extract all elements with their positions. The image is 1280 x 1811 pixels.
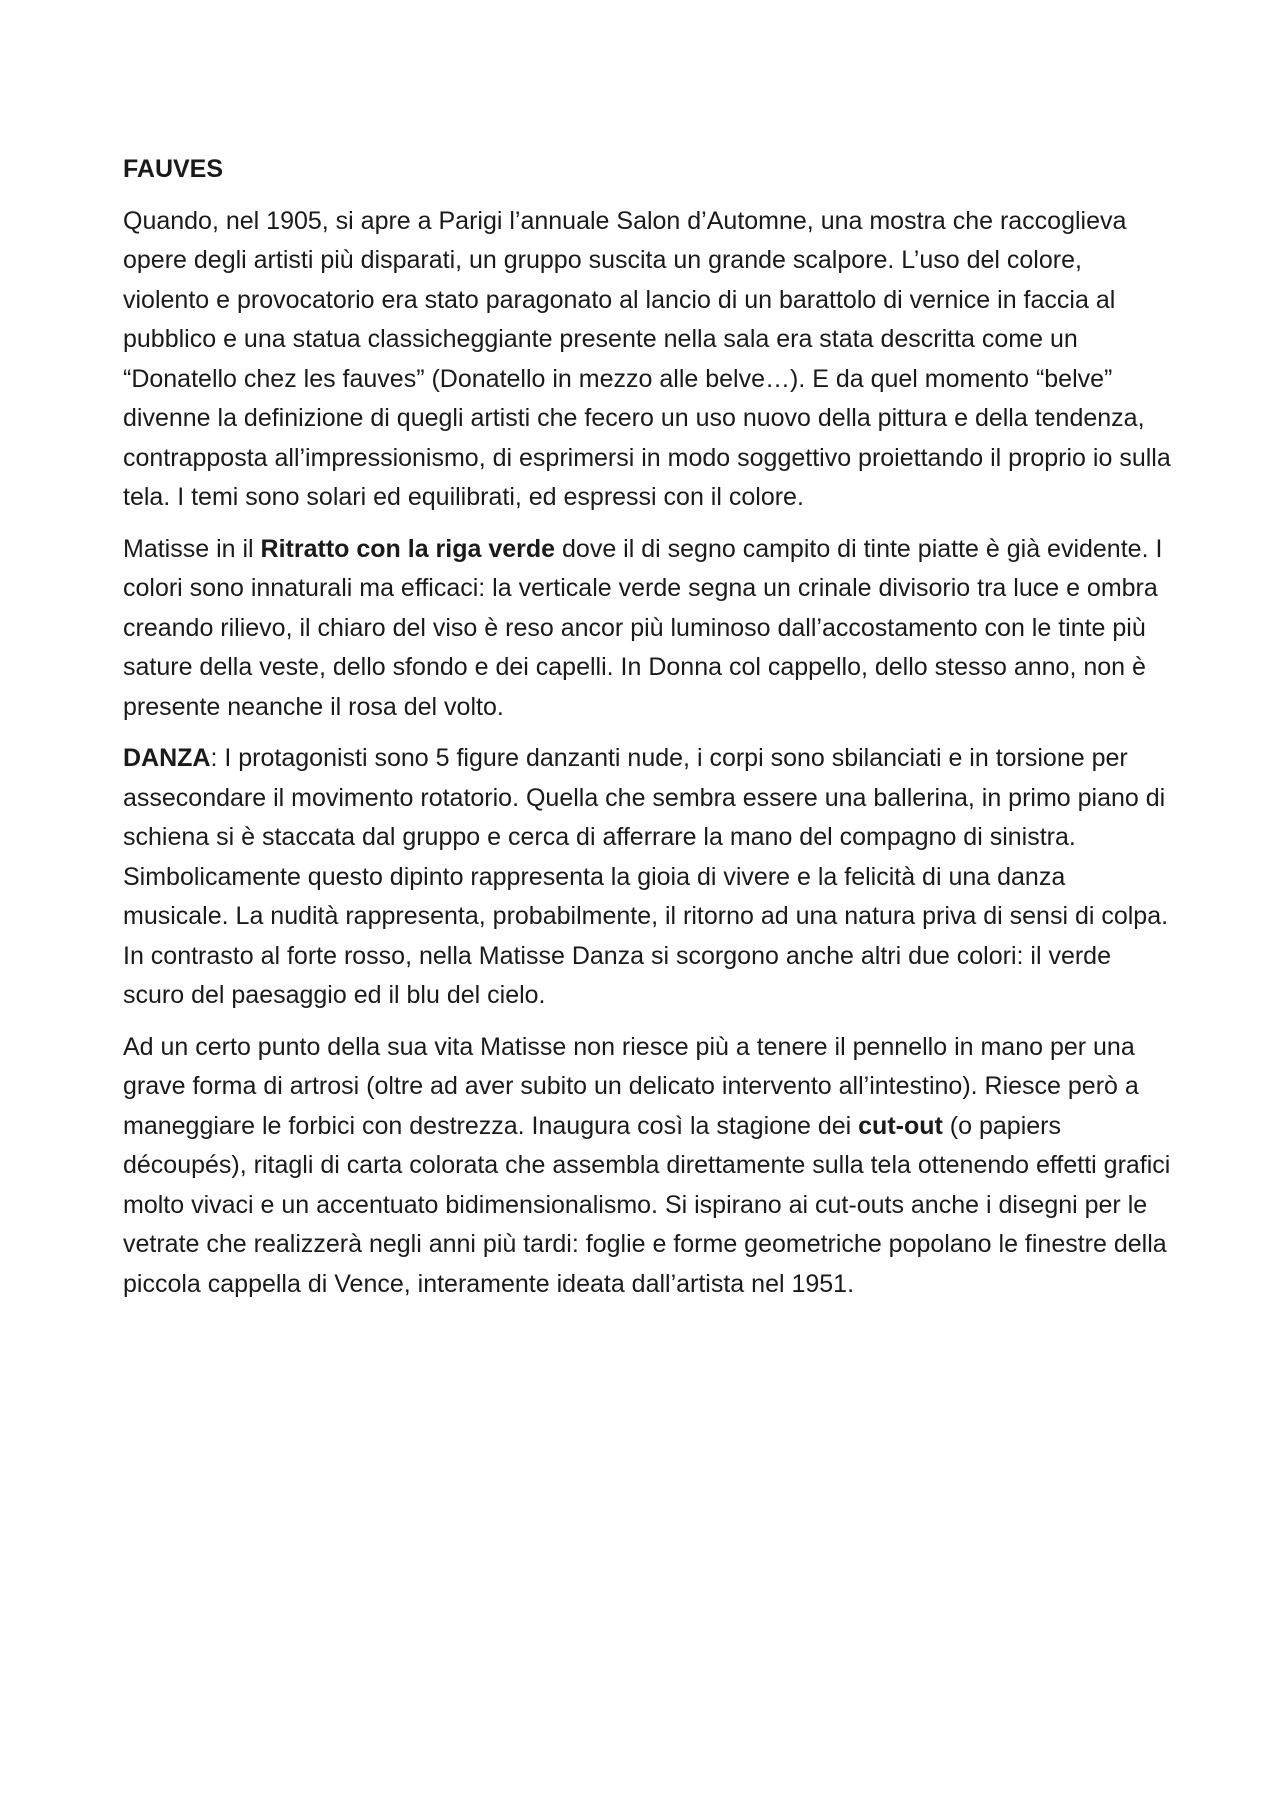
paragraph-cut-out-body: (o papiers découpés), ritagli di carta colorata che assembla direttamente sulla tela ottenendo effetti grafici molto vivaci e un accentuato bidimensionalismo. Si ispirano ai cut-outs anche i disegni per le vetrate che realizzerà negli anni più tardi: foglie e forme geometriche popolano le finestre della piccola cappella di Vence, interamente ideata dall’artista nel 1951.: [123, 1111, 1171, 1298]
paragraph-danza-body: : I protagonisti sono 5 figure danzanti nude, i corpi sono sbilanciati e in torsione per assecondare il movimento rotatorio. Quella che sembra essere una ballerina, in primo piano di schiena si è staccata dal gruppo e cerca di afferrare la mano del compagno di sinistra. Simbolicamente questo dipinto rappresenta la gioia di vivere e la felicità di una danza musicale. La nudità rappresenta, probabilmente, il ritorno ad una natura priva di sensi di colpa. In contrasto al forte rosso, nella Matisse Danza si scorgono anche altri due colori: il verde scuro del paesaggio ed il blu del cielo.: [123, 744, 1169, 1009]
document-title: FAUVES: [123, 155, 224, 183]
paragraph-cut-out: [123, 1028, 1173, 1305]
ritratto-title-bold: Ritratto con la riga verde: [260, 534, 556, 563]
paragraph-fauves-intro: Quando, nel 1905, si apre a Parigi l’annuale Salon d’Automne, una mostra che raccoglieva opere degli artisti più disparati, un gruppo suscita un grande scalpore. L’uso del colore, violento e provocatorio era stato paragonato al lancio di un barattolo di vernice in faccia al pubblico e una statua classicheggiante presente nella sala era stata descritta come un “Donatello chez les fauves” (Donatello in mezzo alle belve…). E da quel momento “belve” divenne la definizione di quegli artisti che fecero un uso nuovo della pittura e della tendenza, contrapposta all’impressionismo, di esprimersi in modo soggettivo proiettando il proprio io sulla tela. I temi sono solari ed equilibrati, ed espressi con il colore.: [123, 206, 1171, 511]
document-page: [123, 150, 1173, 1316]
paragraph-cut-out-lead: Ad un certo punto della sua vita Matisse non riesce più a tenere il pennello in mano per una grave forma di artrosi (oltre ad aver subito un delicato intervento all’intestino). Riesce però a maneggiare le forbici con destrezza. Inaugura così la stagione dei: [123, 1032, 1139, 1140]
paragraph-ritratto: [123, 530, 1173, 728]
paragraph-danza: [123, 739, 1173, 1016]
cut-out-term-bold: cut-out: [858, 1111, 943, 1140]
paragraph-ritratto-body: dove il di segno campito di tinte piatte è già evidente. I colori sono innaturali ma efficaci: la verticale verde segna un crinale divisorio tra luce e ombra creando rilievo, il chiaro del viso è reso ancor più luminoso dall’accostamento con le tinte più sature della veste, dello sfondo e dei capelli. In Donna col cappello, dello stesso anno, non è presente neanche il rosa del volto.: [123, 534, 1163, 721]
paragraph-ritratto-lead: Matisse in il: [123, 534, 261, 563]
danza-title-bold: DANZA: [123, 744, 211, 772]
